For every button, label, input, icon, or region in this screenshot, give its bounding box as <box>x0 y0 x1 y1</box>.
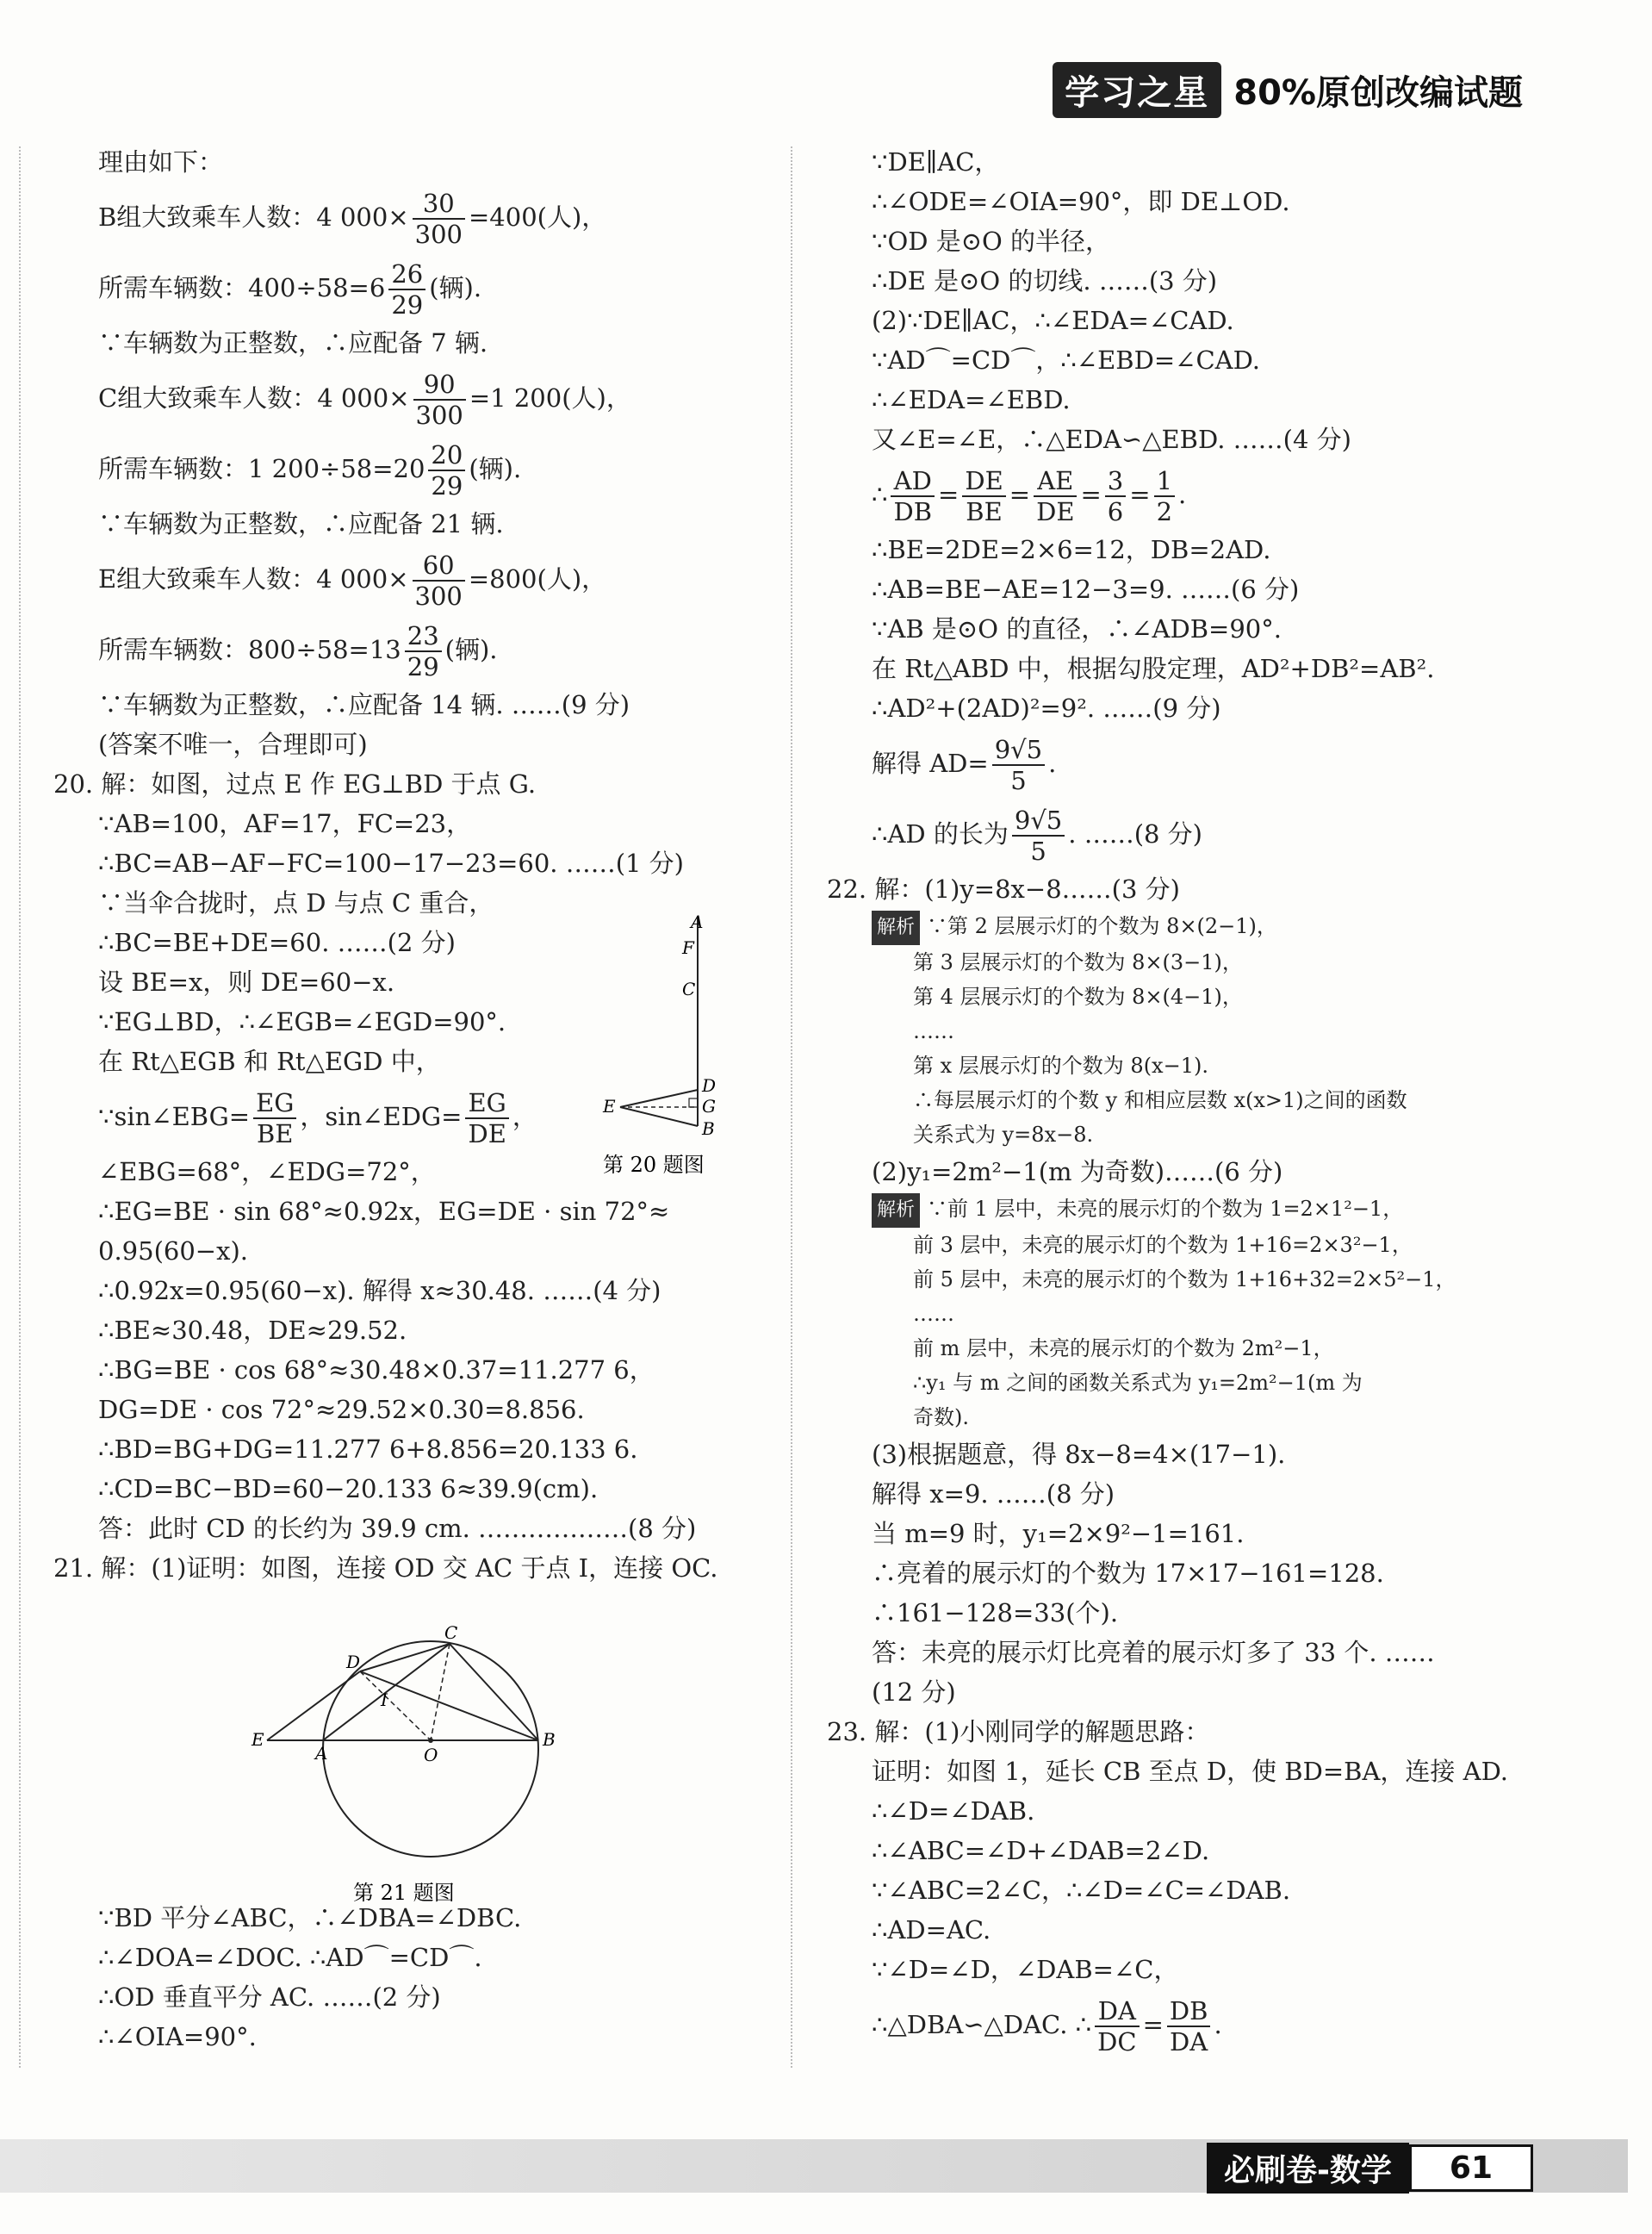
text-line: ∵车辆数为正整数，∴应配备 14 辆. ……(9 分) <box>98 690 630 719</box>
text-line: (12 分) <box>872 1677 956 1707</box>
text-line: ∴AD²+(2AD)²=9². ……(9 分) <box>872 694 1221 723</box>
text-line: ∴BD=BG+DG=11.277 6+8.856=20.133 6. <box>98 1434 638 1464</box>
text-line: ∴∠EDA=∠EBD. <box>872 385 1071 414</box>
fig21-label-b: B <box>543 1729 556 1750</box>
figure-21 <box>250 1620 577 1916</box>
text-line: ∵EG⊥BD，∴∠EGB=∠EGD=90°. <box>98 1007 506 1036</box>
fig20-label-a: A <box>691 912 704 932</box>
fig21-label-o: O <box>424 1745 438 1765</box>
analysis-line: 第 3 层展示灯的个数为 8×(3−1)， <box>913 950 1243 974</box>
text-line: 在 Rt△ABD 中，根据勾股定理，AD²+DB²=AB². <box>872 654 1435 683</box>
analysis-line: 前 m 层中，未亮的展示灯的个数为 2m²−1， <box>913 1336 1334 1360</box>
text-line: ∴BE≈30.48，DE≈29.52. <box>98 1316 407 1345</box>
text-line: ∴ $\frac{AD}{DB}$ = $\frac{DE}{BE}$ = $\frac{AE}{DE}$ = $\frac{3}{6}$ = $\frac{1}{2}$ . <box>872 466 1187 526</box>
left-margin-divider <box>19 146 21 2068</box>
text-line: ∵AD⌒=CD⌒，∴∠EBD=∠CAD. <box>872 345 1261 375</box>
header-title: 80%原创改编试题 <box>1233 73 1523 113</box>
brand-logo: 学习之星 <box>1053 62 1221 118</box>
header <box>1053 62 1523 118</box>
right-column <box>827 142 1542 2060</box>
text-line: ∵∠D=∠D，∠DAB=∠C， <box>872 1955 1179 1984</box>
text-line: ∵车辆数为正整数，∴应配备 7 辆. <box>98 328 488 358</box>
figure-21-diagram <box>250 1620 577 1913</box>
text-line: 解得 x=9. ……(8 分) <box>872 1479 1115 1509</box>
text-line: ∵DE∥AC， <box>872 147 1000 177</box>
text-line: C组大致乘车人数：4 000× $\frac{90}{300}$ =1 200(人)， <box>98 370 631 430</box>
text-line: E组大致乘车人数：4 000× $\frac{60}{300}$ =800(人)， <box>98 551 607 611</box>
text-line: 答：未亮的展示灯比亮着的展示灯多了 33 个. …… <box>872 1638 1435 1667</box>
text-line: 设 BE=x，则 DE=60−x. <box>98 968 395 997</box>
text-line: ∵AB=100，AF=17，FC=23， <box>98 809 472 838</box>
text-line: ∴AB=BE−AE=12−3=9. ……(6 分) <box>872 575 1300 604</box>
text-line: (3)根据题意，得 8x−8=4×(17−1). <box>872 1440 1286 1469</box>
text-line: ∴BC=BE+DE=60. ……(2 分) <box>98 928 456 957</box>
figure-20-diagram <box>586 900 758 1185</box>
text-line: 答：此时 CD 的长约为 39.9 cm. ………………(8 分) <box>98 1514 697 1543</box>
text-line: ∴AD 的长为 $\frac{9√5}{5}$ . ……(8 分) <box>872 806 1202 866</box>
fig20-label-b: B <box>702 1118 715 1139</box>
figure-20 <box>586 900 758 1188</box>
fig21-label-e: E <box>252 1729 264 1750</box>
page-number: 61 <box>1409 2144 1533 2192</box>
analysis-line: 解析 ∵第 2 层展示灯的个数为 8×(2−1)， <box>827 909 1542 945</box>
text-line: ∠EBG=68°，∠EDG=72°， <box>98 1157 436 1186</box>
question-20-heading: 20. 解：如图，过点 E 作 EG⊥BD 于点 G. <box>53 769 537 799</box>
fig20-label-g: G <box>702 1096 716 1117</box>
text-line: ∴∠D=∠DAB. <box>872 1796 1035 1826</box>
text-line: 所需车辆数：1 200÷58=20 $\frac{20}{29}$ (辆). <box>98 440 522 501</box>
text-line: 所需车辆数：800÷58=13 $\frac{23}{29}$ (辆). <box>98 621 498 681</box>
text-line: ∴BG=BE · cos 68°≈30.48×0.37=11.277 6， <box>98 1355 655 1385</box>
text-line: B组大致乘车人数：4 000× $\frac{30}{300}$ =400(人)， <box>98 189 607 249</box>
text-line: ∴CD=BC−BD=60−20.133 6≈39.9(cm). <box>98 1474 599 1503</box>
column-divider <box>791 146 792 2068</box>
text-line: ∴0.92x=0.95(60−x). 解得 x≈30.48. ……(4 分) <box>98 1276 661 1305</box>
text-line: 在 Rt△EGB 和 Rt△EGD 中， <box>98 1047 441 1076</box>
text-line: ∴∠ABC=∠D+∠DAB=2∠D. <box>872 1836 1210 1865</box>
text-line: ∴BC=AB−AF−FC=100−17−23=60. ……(1 分) <box>98 849 684 878</box>
text-line: 证明：如图 1，延长 CB 至点 D，使 BD=BA，连接 AD. <box>872 1757 1509 1786</box>
analysis-line: 前 3 层中，未亮的展示灯的个数为 1+16=2×3²−1， <box>913 1233 1413 1257</box>
text-line: 0.95(60−x). <box>98 1236 248 1266</box>
analysis-line: 解析 ∵前 1 层中，未亮的展示灯的个数为 1=2×1²−1， <box>827 1192 1542 1228</box>
text-line: ∴DE 是⊙O 的切线. ……(3 分) <box>872 266 1218 296</box>
text-line: ∴∠OIA=90°. <box>98 2022 257 2051</box>
footer-label: 必刷卷-数学 <box>1207 2143 1409 2194</box>
figure-21-caption: 第 21 题图 <box>353 1881 455 1905</box>
text-line: ∵AB 是⊙O 的直径，∴∠ADB=90°. <box>872 614 1282 644</box>
figure-20-caption: 第 20 题图 <box>603 1153 705 1177</box>
text-line: ∴∠ODE=∠OIA=90°，即 DE⊥OD. <box>872 187 1290 216</box>
analysis-line: 第 4 层展示灯的个数为 8×(4−1)， <box>913 985 1243 1009</box>
text-line: ∵sin∠EBG= $\frac{EG}{BE}$ ，sin∠EDG= $\frac{EG}{DE}$ ， <box>98 1088 537 1148</box>
footer-box <box>1207 2143 1533 2193</box>
analysis-line: ∴y₁ 与 m 之间的函数关系式为 y₁=2m²−1(m 为 <box>913 1371 1363 1395</box>
text-line: ∵BD 平分∠ABC，∴∠DBA=∠DBC. <box>98 1903 522 1932</box>
footer-band <box>0 2139 1628 2193</box>
analysis-line: …… <box>913 1019 954 1043</box>
text-line: ∴BE=2DE=2×6=12，DB=2AD. <box>872 535 1271 564</box>
analysis-line: 前 5 层中，未亮的展示灯的个数为 1+16+32=2×5²−1， <box>913 1267 1456 1291</box>
text-line: ∴亮着的展示灯的个数为 17×17−161=128. <box>872 1559 1384 1588</box>
text-line: 理由如下： <box>98 147 224 177</box>
analysis-line: 第 x 层展示灯的个数为 8(x−1). <box>913 1054 1208 1078</box>
text-line: ∴∠DOA=∠DOC. ∴AD⌒=CD⌒. <box>98 1943 482 1972</box>
question-23-heading: 23. 解：(1)小刚同学的解题思路： <box>827 1717 1210 1746</box>
text-line: 解得 AD= $\frac{9√5}{5}$ . <box>872 735 1057 795</box>
text-line: (答案不唯一，合理即可) <box>98 730 368 759</box>
text-line: DG=DE · cos 72°≈29.52×0.30=8.856. <box>98 1395 585 1424</box>
text-line: 当 m=9 时，y₁=2×9²−1=161. <box>872 1519 1245 1548</box>
question-21-heading: 21. 解：(1)证明：如图，连接 OD 交 AC 于点 I，连接 OC. <box>53 1553 718 1583</box>
fig21-label-d: D <box>346 1652 361 1672</box>
text-line: ∴AD=AC. <box>872 1915 991 1945</box>
fig21-label-c: C <box>444 1622 458 1643</box>
text-line: ∵车辆数为正整数，∴应配备 21 辆. <box>98 509 504 538</box>
text-line: ∵OD 是⊙O 的半径， <box>872 227 1110 256</box>
analysis-line: 奇数). <box>913 1405 969 1429</box>
analysis-line: …… <box>913 1302 954 1326</box>
text-line: (2)∵DE∥AC，∴∠EDA=∠CAD. <box>872 306 1234 335</box>
text-line: ∴161−128=33(个). <box>872 1598 1119 1627</box>
text-line: 又∠E=∠E，∴△EDA∽△EBD. ……(4 分) <box>872 425 1351 454</box>
text-line: ∵当伞合拢时，点 D 与点 C 重合， <box>98 888 494 918</box>
fig20-label-f: F <box>682 937 694 958</box>
fig20-label-e: E <box>603 1096 616 1117</box>
fig21-label-i: I <box>381 1690 388 1710</box>
analysis-line: ∴每层展示灯的个数 y 和相应层数 x(x>1)之间的函数 <box>913 1088 1407 1112</box>
text-line: ∴EG=BE · sin 68°≈0.92x，EG=DE · sin 72°≈ <box>98 1197 670 1226</box>
text-line: 所需车辆数：400÷58=6 $\frac{26}{29}$ (辆). <box>98 259 482 320</box>
text-line: (2)y₁=2m²−1(m 为奇数)……(6 分) <box>872 1157 1283 1186</box>
text-line: ∴OD 垂直平分 AC. ……(2 分) <box>98 1982 441 2012</box>
text-line: ∵∠ABC=2∠C，∴∠D=∠C=∠DAB. <box>872 1876 1291 1905</box>
fig20-label-d: D <box>702 1075 717 1096</box>
analysis-line: 关系式为 y=8x−8. <box>913 1123 1094 1147</box>
text-line: ∴△DBA∽△DAC. ∴ $\frac{DA}{DC}$ = $\frac{DB}{DA}$ . <box>872 1996 1222 2057</box>
analysis-tag: 解析 <box>872 1193 920 1228</box>
fig21-label-a: A <box>315 1743 328 1764</box>
analysis-tag: 解析 <box>872 911 920 945</box>
question-22-heading: 22. 解：(1)y=8x−8……(3 分) <box>827 874 1180 904</box>
fig20-label-c: C <box>682 979 696 999</box>
